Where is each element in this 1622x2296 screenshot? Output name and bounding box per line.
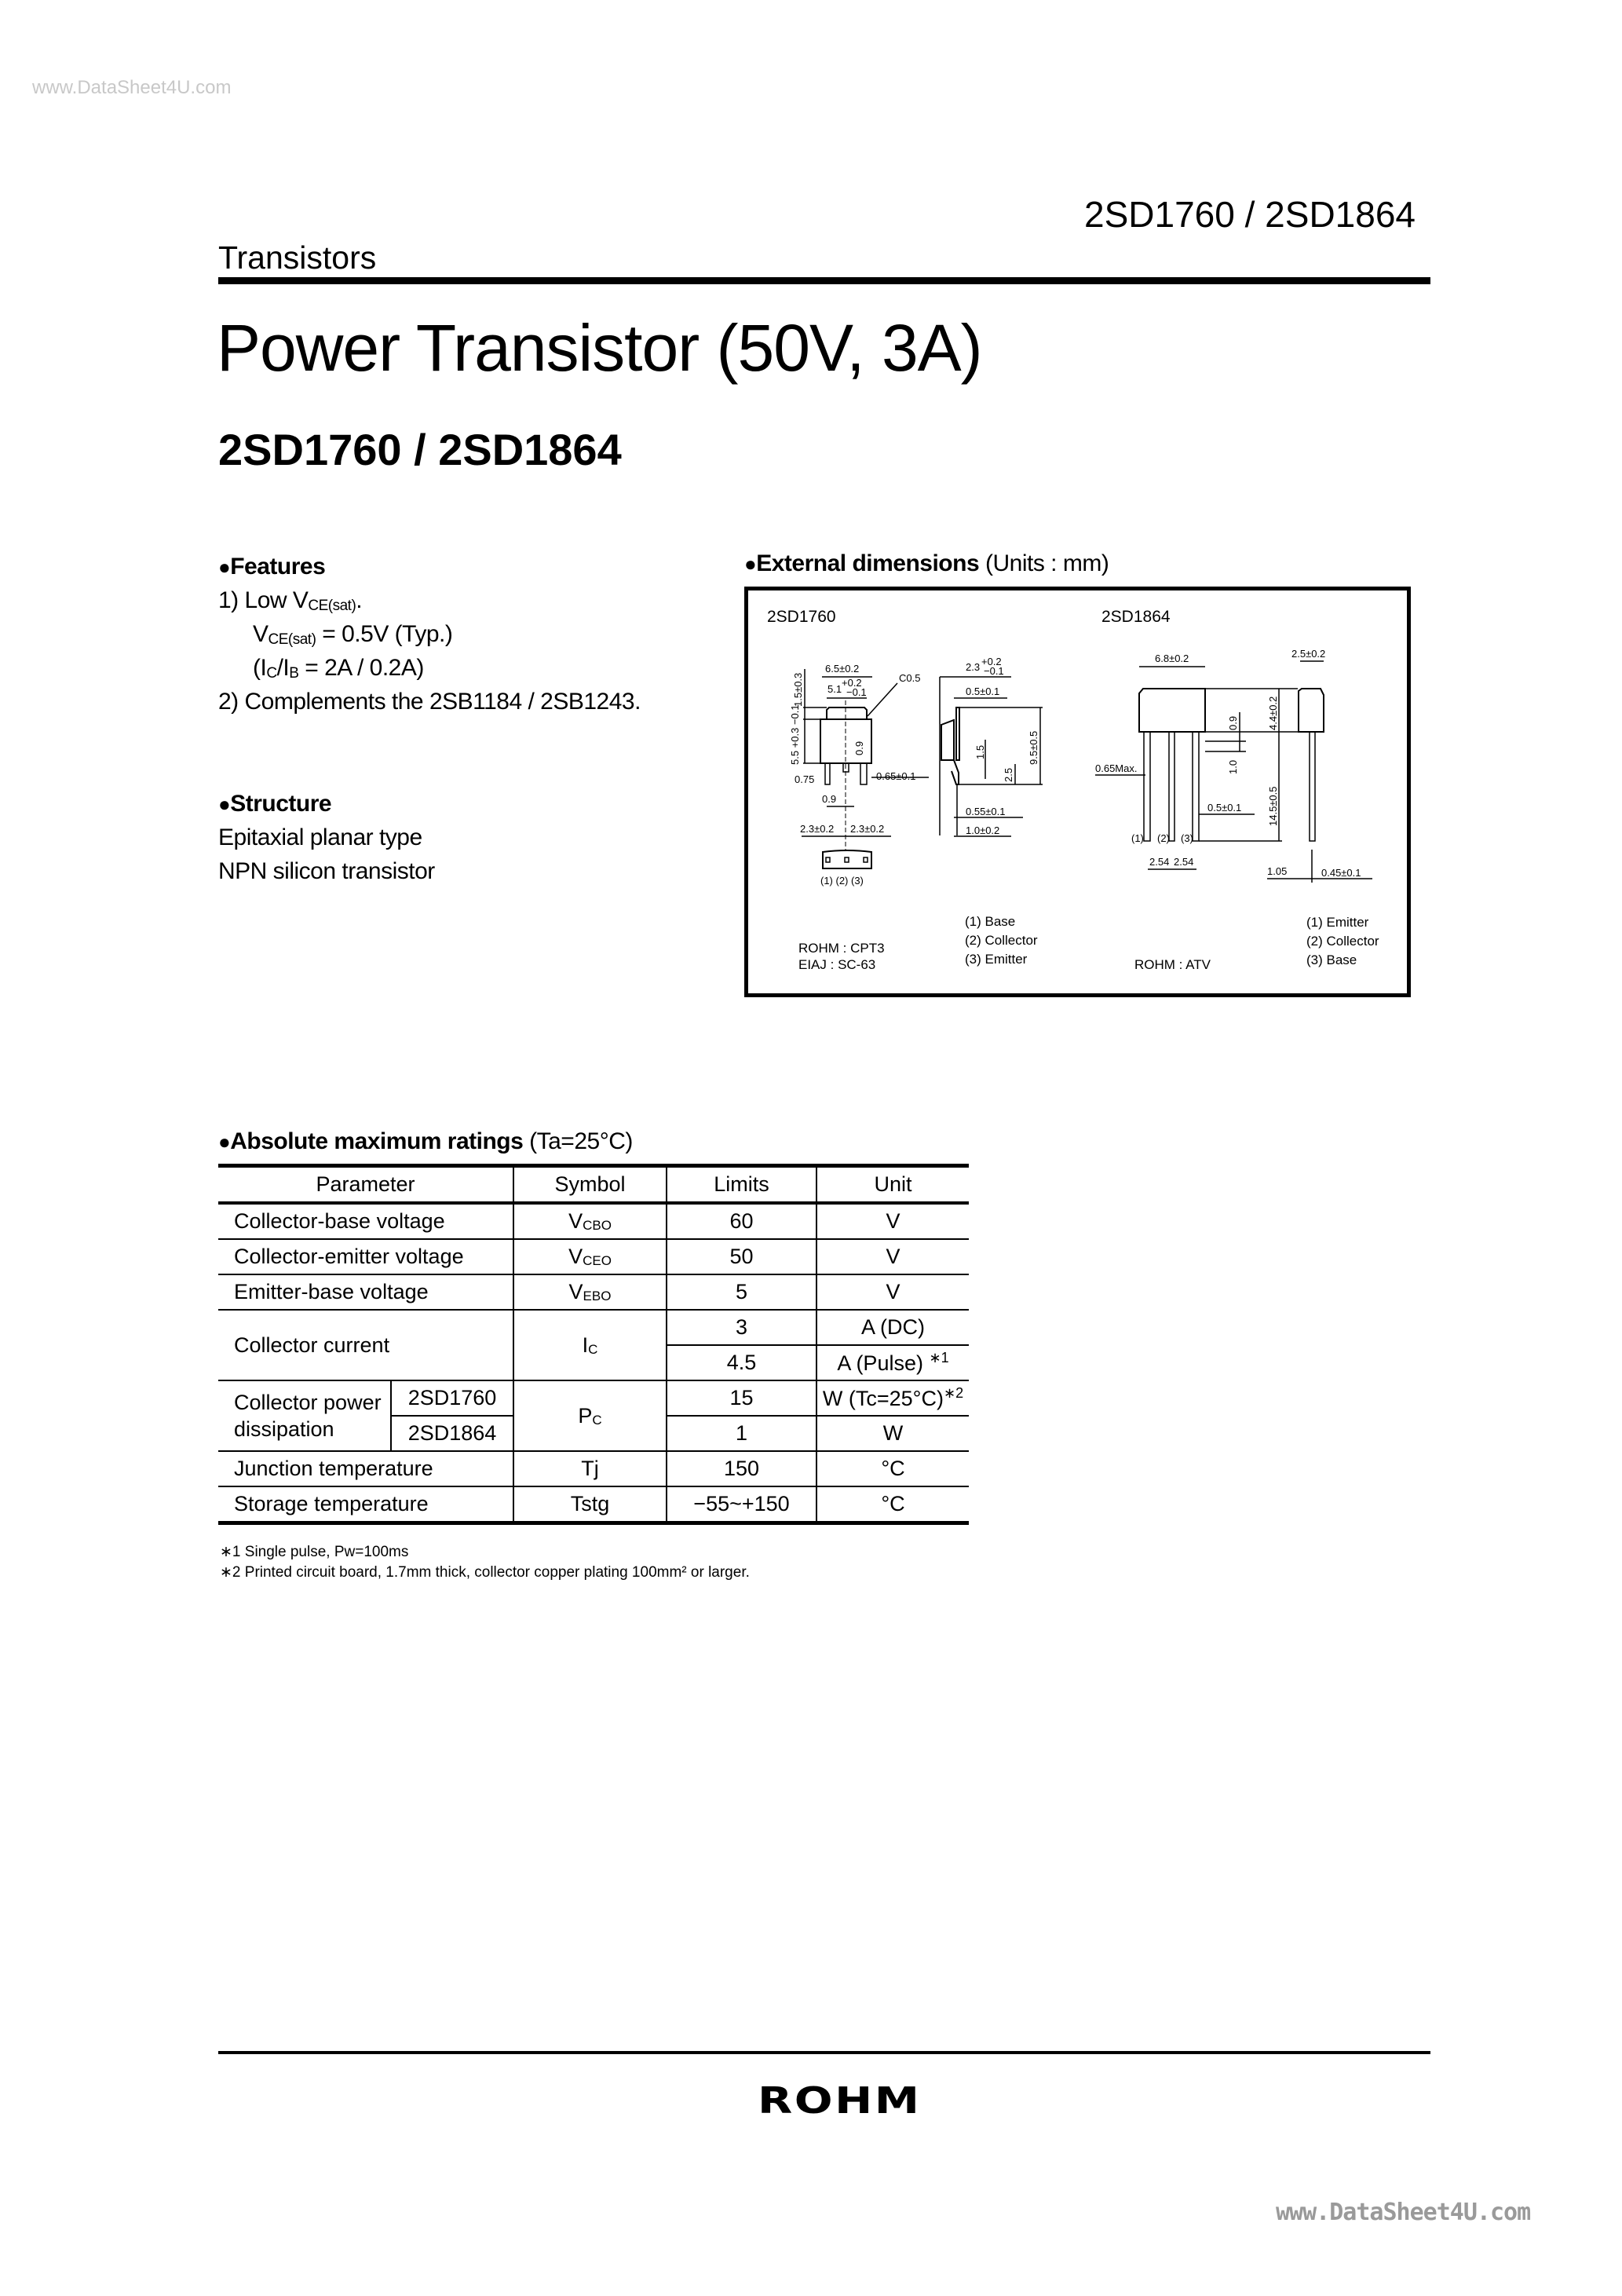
symbol-subscript: C [592,1412,602,1428]
limit-cell: 50 [667,1239,816,1274]
symbol-cell: Tstg [513,1486,667,1523]
structure-line: Epitaxial planar type [218,824,422,850]
dim-label: 4.4±0.2 [1267,696,1279,730]
structure-line: NPN silicon transistor [218,858,435,884]
dim-label: 0.9 [1227,715,1239,730]
bullet-icon: ● [218,792,231,816]
page-subtitle: 2SD1760 / 2SD1864 [218,425,622,474]
text: = 0.5V (Typ.) [316,621,453,647]
dim-label: 2.3±0.2 [800,823,835,835]
features-heading-text: Features [230,554,326,579]
dim-label: 6.8±0.2 [1155,653,1189,664]
dim-label: 9.5±0.5 [1028,730,1039,765]
heading-text: Absolute maximum ratings [230,1128,524,1154]
page-title: Power Transistor (50V, 3A) [217,311,982,385]
watermark-bottom[interactable]: www.DataSheet4U.com [1276,2199,1531,2226]
subscript: CE(sat) [308,598,356,614]
dim-label: 0.75 [795,773,815,785]
dim-label: 14.5±0.5 [1267,786,1279,826]
watermark-top[interactable]: www.DataSheet4U.com [32,77,232,98]
subscript: B [289,665,299,682]
pin-legend: (1) Emitter [1306,915,1369,930]
limit-cell: 5 [667,1274,816,1310]
param-cell: Collector-base voltage [218,1203,513,1239]
dim-label: 2.54 [1174,856,1194,868]
footnote-ref: ∗2 [943,1385,964,1401]
dim-label: 1.0±0.2 [966,824,1000,836]
dim-label: 1.05 [1267,865,1288,877]
dim-label: −0.1 [984,665,1004,677]
symbol-subscript: C [588,1341,598,1357]
pin-numbers: (1) (2) (3) [820,875,864,887]
text: V [253,621,269,647]
limit-cell: 150 [667,1451,816,1486]
rohm-logo: ROHM [758,2079,922,2122]
limit-cell: −55~+150 [667,1486,816,1523]
column-header: Limits [667,1166,816,1204]
dim-label: 0.9 [822,793,837,805]
dimensions-drawing [748,590,1407,993]
package-name: 2SD1864 [1101,608,1171,626]
dim-label: 5.1 [827,683,842,695]
package-code-rohm: ROHM : ATV [1134,957,1211,972]
symbol: P [578,1403,593,1428]
symbol-subscript: CEO [583,1253,612,1268]
symbol: V [568,1245,583,1268]
feature-line-3 [253,655,424,682]
dim-label: 0.65Max. [1095,762,1138,774]
limit-cell: 4.5 [667,1345,816,1380]
unit-cell: V [816,1274,969,1310]
dim-label: 0.5±0.1 [966,686,1000,697]
heading-text: External dimensions [756,550,980,576]
variant-cell: 2SD1760 [391,1380,513,1416]
package-code-eiaj: EIAJ : SC-63 [798,957,876,972]
dim-label: +0.2 [842,677,862,689]
symbol: V [568,1209,583,1233]
symbol: V [568,1280,583,1303]
bullet-icon: ● [744,552,757,576]
unit-cell: V [816,1239,969,1274]
footer-rule [218,2051,1430,2054]
header-category: Transistors [218,239,377,276]
pin-legend: (1) Base [965,914,1016,929]
symbol-cell [513,1203,667,1239]
param-cell: Junction temperature [218,1451,513,1486]
column-header: Unit [816,1166,969,1204]
dim-label: 2.3 [966,661,981,673]
dim-label: 0.65±0.1 [876,770,916,782]
dim-label: 1.0 [1227,759,1239,774]
limit-cell: 60 [667,1203,816,1239]
dim-label: 1.5±0.3 [792,672,804,707]
structure-heading [218,791,331,817]
unit: W (Tc=25°C) [822,1387,944,1410]
dim-label: 2.5±0.2 [1291,648,1326,660]
table-row [218,1310,969,1345]
symbol-cell [513,1310,667,1380]
absolute-max-ratings-table [218,1164,969,1525]
limit-cell: 1 [667,1416,816,1451]
dim-label: 0.55±0.1 [966,806,1006,817]
structure-heading-text: Structure [230,791,332,817]
pin-number: (2) [1157,832,1170,844]
condition-text: (Ta=25°C) [523,1128,633,1154]
dim-label: 1.5 [974,744,986,759]
dim-label: −0.1 [846,686,867,698]
package-code-rohm: ROHM : CPT3 [798,941,885,956]
dim-label: 5.5 +0.3 −0.1 [789,704,801,765]
symbol-cell: Tj [513,1451,667,1486]
unit-cell: °C [816,1486,969,1523]
symbol-subscript: CBO [583,1218,612,1233]
table-row [218,1380,969,1416]
table-row [218,1486,969,1523]
footnote-ref: ∗1 [929,1350,949,1366]
unit: A (Pulse) [837,1351,923,1375]
ratings-heading [218,1128,633,1155]
table-header-row [218,1166,969,1204]
dim-label: 6.5±0.2 [825,663,860,675]
subscript: CE(sat) [268,631,316,648]
symbol-cell [513,1380,667,1451]
table-row [218,1451,969,1486]
limit-cell: 3 [667,1310,816,1345]
dim-label: 0.5±0.1 [1207,802,1242,813]
unit-cell [816,1345,969,1380]
symbol-subscript: EBO [583,1289,612,1303]
pin-legend: (2) Collector [1306,934,1379,949]
unit-cell: W [816,1416,969,1451]
symbol: I [582,1333,589,1357]
header-part-numbers: 2SD1760 / 2SD1864 [1084,194,1416,235]
param-cell: Collector power dissipation [218,1380,391,1451]
text: (I [253,655,267,681]
param-cell: Emitter-base voltage [218,1274,513,1310]
bullet-icon: ● [218,555,231,579]
package-2sd1760-labels [767,608,1039,972]
text: . [356,587,363,613]
variant-cell: 2SD1864 [391,1416,513,1451]
feature-line-1 [218,587,362,615]
package-name: 2SD1760 [767,608,836,626]
param-cell: Collector current [218,1310,513,1380]
table-row [218,1203,969,1239]
symbol-cell [513,1239,667,1274]
header-rule [218,277,1430,284]
dim-label: +0.2 [981,656,1002,667]
column-header: Parameter [218,1166,513,1204]
param-cell: Collector-emitter voltage [218,1239,513,1274]
pin-legend: (3) Emitter [965,952,1028,967]
column-header: Symbol [513,1166,667,1204]
text: /I [276,655,290,681]
dimensions-drawing-box [744,587,1411,997]
param-cell: Storage temperature [218,1486,513,1523]
external-dimensions-heading [744,550,1109,577]
table-row [218,1274,969,1310]
dim-label: 0.45±0.1 [1321,867,1361,879]
dim-label: 2.3±0.2 [850,823,885,835]
table-row [218,1239,969,1274]
text: = 2A / 0.2A) [298,655,424,681]
dim-label: 0.9 [853,740,865,755]
unit-cell: °C [816,1451,969,1486]
text: 1) Low V [218,587,309,613]
subscript: C [266,665,277,682]
symbol-cell [513,1274,667,1310]
footnote-1: ∗1 Single pulse, Pw=100ms [220,1544,409,1560]
footnote-2: ∗2 Printed circuit board, 1.7mm thick, collector copper plating 100mm² or larger. [220,1564,750,1581]
unit-cell: V [816,1203,969,1239]
features-heading [218,554,325,580]
unit-cell: A (DC) [816,1310,969,1345]
pin-legend: (2) Collector [965,933,1038,948]
units-text: (Units : mm) [979,550,1109,576]
feature-line-2 [253,621,452,649]
pin-legend: (3) Base [1306,952,1357,967]
dim-label: 2.54 [1149,856,1170,868]
pin-number: (1) [1131,832,1144,844]
unit-cell [816,1380,969,1416]
bullet-icon: ● [218,1130,231,1153]
pin-number: (3) [1181,832,1193,844]
dim-label: 2.5 [1003,767,1014,782]
package-2sd1864-labels [1095,608,1379,972]
feature-line-4: 2) Complements the 2SB1184 / 2SB1243. [218,689,641,715]
dim-label: C0.5 [899,672,921,684]
limit-cell: 15 [667,1380,816,1416]
